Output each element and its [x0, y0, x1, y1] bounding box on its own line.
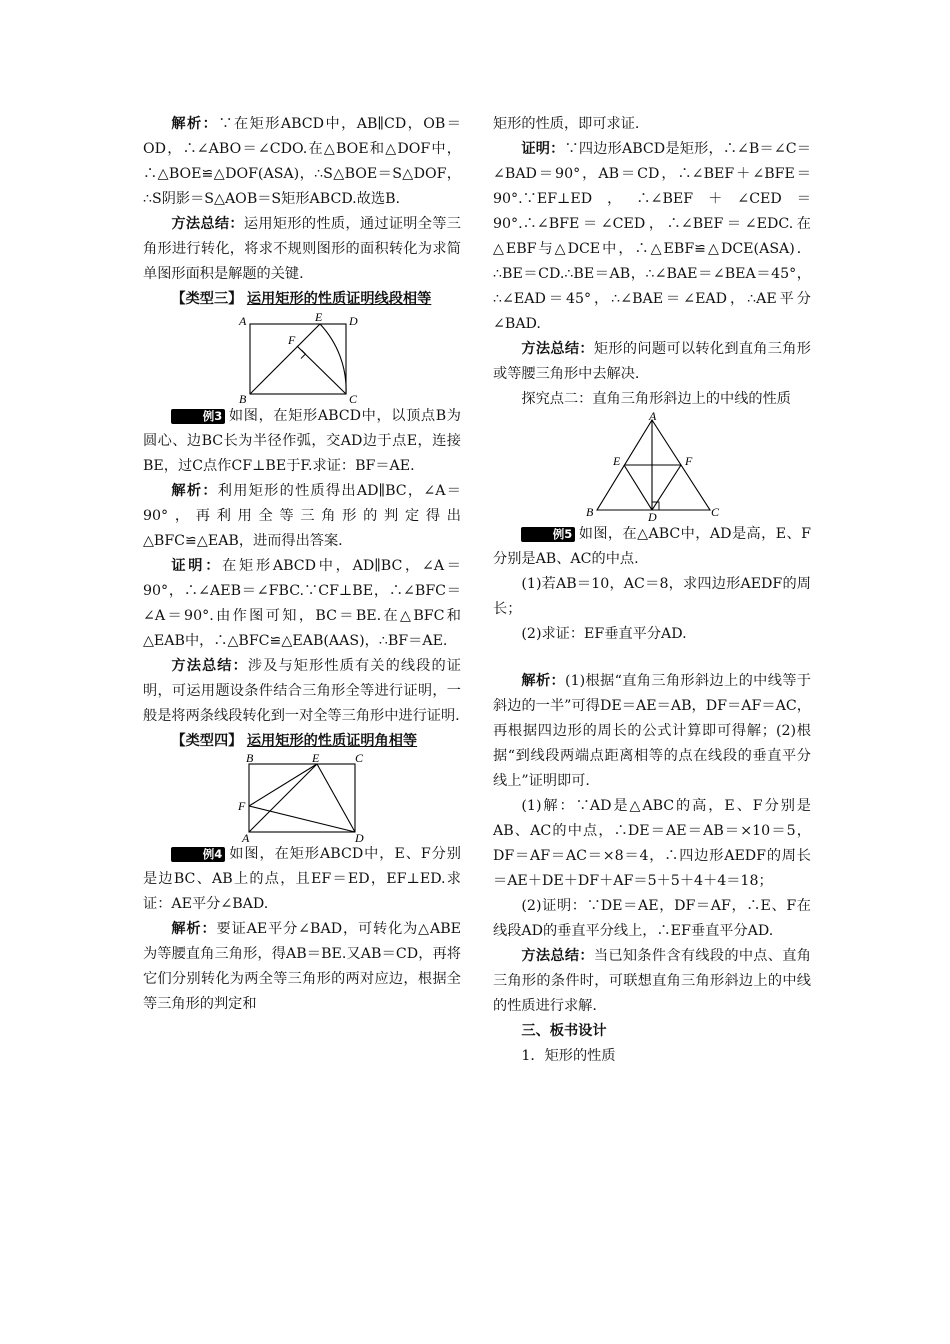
- svg-text:D: D: [355, 831, 364, 842]
- summary-1: 方法总结：运用矩形的性质，通过证明全等三角形进行转化，将求不规则图形的面积转化为求简单图形面积是解题的关键.: [143, 216, 461, 282]
- svg-text:A: A: [242, 831, 250, 842]
- blank-space: [493, 647, 811, 669]
- svg-text:E: E: [613, 454, 621, 468]
- analysis-3: 解析：利用矩形的性质得出AD∥BC，∠A＝90°，再利用全等三角形的判定得出△BFC≌△EAB，进而得出答案.: [143, 483, 461, 549]
- section-3-heading: 三、板书设计: [521, 1023, 607, 1039]
- figure-rectangle-triangle: [237, 754, 367, 842]
- type-4-heading: 【类型四】 运用矩形的性质证明角相等: [171, 733, 418, 749]
- svg-text:B: B: [239, 392, 247, 404]
- example-3: 例3 如图，在矩形ABCD中，以顶点B为圆心、边BC长为半径作弧，交AD边于点E，连接BE，过C点作CF⊥BE于F.求证：BF＝AE.: [143, 408, 461, 474]
- proof-3: 证明：在矩形ABCD中，AD∥BC，∠A＝90°，∴∠AEB＝∠FBC.∵CF⊥BE，∴∠BFC＝∠A＝90°.由作图可知，BC＝BE.在△BFC和△EAB中，∴△BFC≌△EAB(AAS)，∴BF＝AE.: [143, 558, 461, 649]
- analysis-4: 解析：要证AE平分∠BAD，可转化为△ABE为等腰直角三角形，得AB＝BE.又AB＝CD，再将它们分别转化为两全等三角形的两对应边，根据全等三角形的判定和: [143, 921, 461, 1012]
- solution-2: (2)证明：∵DE＝AE，DF＝AF，∴E、F在线段AD的垂直平分线上，∴EF垂直平分AD.: [493, 898, 811, 939]
- svg-text:F: F: [685, 454, 693, 468]
- solution-1: (1)解：∵AD是△ABC的高，E、F分别是AB、AC的中点，∴DE＝AE＝AB＝×10＝5，DF＝AF＝AC＝×8＝4，∴四边形AEDF的周长＝AE＋DE＋DF＋AF＝5＋5＋4＋4＝18；: [493, 798, 811, 889]
- example-5: 例5 如图，在△ABC中，AD是高，E、F分别是AB、AC的中点.: [493, 526, 811, 567]
- right-column: [493, 112, 811, 1069]
- svg-text:B: B: [246, 754, 254, 765]
- svg-text:E: E: [315, 312, 323, 324]
- svg-text:F: F: [238, 799, 246, 813]
- figure-rectangle-arc: [237, 312, 367, 404]
- summary-3: 方法总结：涉及与矩形性质有关的线段的证明，可运用题设条件结合三角形全等进行证明，一般是将两条线段转化到一对全等三角形中进行证明.: [143, 658, 461, 724]
- svg-text:C: C: [349, 392, 358, 404]
- svg-text:C: C: [711, 505, 720, 519]
- summary-5: 方法总结：当已知条件含有线段的中点、直角三角形的条件时，可联想直角三角形斜边上的中线的性质进行求解.: [493, 948, 811, 1014]
- type-3-heading: 【类型三】 运用矩形的性质证明线段相等: [171, 291, 432, 307]
- continuation-text: 矩形的性质，即可求证.: [493, 116, 640, 132]
- svg-text:A: A: [239, 314, 247, 328]
- svg-text:A: A: [649, 412, 657, 423]
- svg-text:C: C: [355, 754, 364, 765]
- question-2: (2)求证：EF垂直平分AD.: [521, 626, 687, 642]
- svg-text:D: D: [349, 314, 358, 328]
- board-item-1: 1．矩形的性质: [521, 1048, 616, 1064]
- summary-4: 方法总结：矩形的问题可以转化到直角三角形或等腰三角形中去解决.: [493, 341, 811, 382]
- left-column: [143, 112, 461, 1017]
- svg-text:D: D: [648, 510, 657, 522]
- analysis-5: 解析：(1)根据“直角三角形斜边上的中线等于斜边的一半”可得DE＝AE＝AB，DF＝AF＝AC，再根据四边形的周长的公式计算即可得解；(2)根据“到线段两端点距离相等的点在线段的垂直平分线上”证明即可.: [493, 673, 811, 789]
- figure-triangle-median: [582, 412, 722, 522]
- svg-text:F: F: [288, 333, 296, 347]
- question-1: (1)若AB＝10，AC＝8，求四边形AEDF的周长；: [493, 576, 811, 617]
- proof-4: 证明：∵四边形ABCD是矩形，∴∠B＝∠C＝∠BAD＝90°，AB＝CD，∴∠BEF＋∠BFE＝90°.∵EF⊥ED，∴∠BEF＋∠CED＝90°.∴∠BFE＝∠CED，∴∠BEF＝∠EDC.在△EBF与△DCE中，∴△EBF≌△DCE(ASA)．∴BE＝CD.∴BE＝AB，∴∠BAE＝∠BEA＝45°，∴∠EAD＝45°，∴∠BAE＝∠EAD，∴AE平分∠BAD.: [493, 141, 811, 332]
- explore-point-2: 探究点二：直角三角形斜边上的中线的性质: [521, 391, 791, 407]
- analysis-1: 解析：∵在矩形ABCD中，AB∥CD，OB＝OD，∴∠ABO＝∠CDO.在△BOE和△DOF中，∴△BOE≌△DOF(ASA)，∴S△BOE＝S△DOF，∴S阴影＝S△AOB＝S矩形ABCD.故选B.: [143, 116, 461, 207]
- svg-text:B: B: [586, 505, 594, 519]
- example-4: 例4 如图，在矩形ABCD中，E、F分别是边BC、AB上的点，且EF＝ED，EF⊥ED.求证：AE平分∠BAD.: [143, 846, 461, 912]
- svg-text:E: E: [312, 754, 320, 765]
